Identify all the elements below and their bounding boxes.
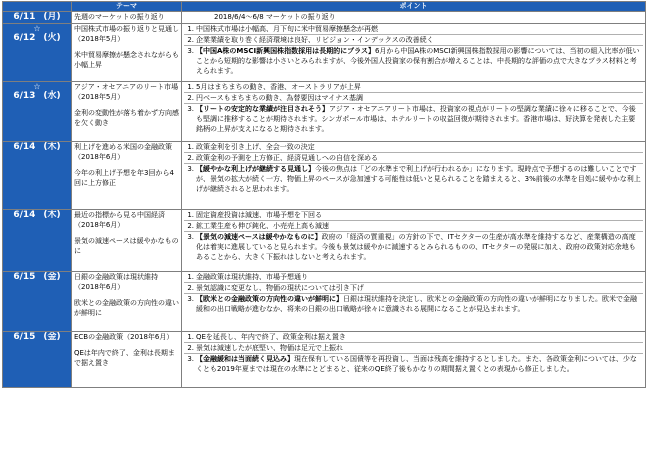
theme-subtitle: 景気の減速ペースは緩やかなものに bbox=[74, 237, 179, 255]
point-number: 3. bbox=[187, 355, 194, 363]
point-text: 中国株式市場は小幅高、月下旬に米中貿易摩擦懸念が再燃 bbox=[196, 25, 378, 33]
point-line bbox=[184, 343, 643, 354]
point-line bbox=[184, 232, 643, 262]
theme-cell bbox=[72, 272, 182, 332]
point-text: 固定資産投資は減速、市場予想を下回る bbox=[196, 211, 322, 219]
point-number: 1. bbox=[187, 25, 194, 33]
point-number: 1. bbox=[187, 143, 194, 151]
points-cell bbox=[182, 332, 646, 388]
star-icon: ☆ bbox=[33, 82, 41, 91]
header-theme: テーマ bbox=[72, 2, 182, 12]
point-text: 2018/6/4～6/8 マーケットの振り返り bbox=[214, 13, 336, 21]
schedule-body bbox=[3, 12, 646, 388]
point-text: 現在保有している国債等を再投資し、当面は残高を維持するとしました。また、各政策金利については、少なくとも2019年夏までは現在の水準にとどまると、従来のQE終了後もかなりの期間据え置くとの表現から修正しました。 bbox=[196, 355, 637, 373]
theme-subtitle: QEは年内で終了、金利は長期まで据え置き bbox=[74, 349, 175, 367]
date-cell bbox=[3, 272, 72, 332]
point-number: 2. bbox=[187, 94, 194, 102]
theme-cell bbox=[72, 12, 182, 24]
point-line bbox=[184, 164, 643, 194]
point-line bbox=[184, 24, 643, 35]
point-line bbox=[184, 104, 643, 134]
point-text: 日銀は現状維持を決定し、欧米との金融政策の方向性の違いが鮮明になりました。欧米で金融緩和の出口戦略が進むなか、将来の日銀の出口戦略が徐々に意識される展開になることが見込まれます。 bbox=[196, 295, 637, 313]
point-line bbox=[184, 82, 643, 93]
point-number: 2. bbox=[187, 36, 194, 44]
point-number: 1. bbox=[187, 83, 194, 91]
schedule-row bbox=[3, 24, 646, 82]
point-heading: 【リートの安定的な業績が注目されそう】 bbox=[196, 105, 329, 113]
theme-cell bbox=[72, 142, 182, 210]
point-text: 6月から中国A株のMSCI新興国株指数採用の影響については、当初の組入比率が低いことから短期的な影響は小さいとみられますが、今後外国人投資家の保有割合が増えることは、中長期的な評価の点で大きなプラス材料と考えられます。 bbox=[196, 47, 640, 75]
point-line bbox=[184, 221, 643, 232]
theme-title: 先週のマーケットの振り返り bbox=[74, 13, 165, 21]
point-number: 2. bbox=[187, 344, 194, 352]
date-label: 6/11 bbox=[13, 12, 36, 22]
point-text: 円ベースもまちまちの動き、為替要因はマイナス基調 bbox=[196, 94, 363, 102]
schedule-row bbox=[3, 142, 646, 210]
schedule-row bbox=[3, 272, 646, 332]
point-heading: 【欧米との金融政策の方向性の違いが鮮明に】 bbox=[196, 295, 343, 303]
point-heading: 【金融緩和は当面続く見込み】 bbox=[196, 355, 294, 363]
point-number: 3. bbox=[187, 105, 194, 113]
date-label: 6/12 bbox=[13, 33, 36, 43]
point-line bbox=[184, 35, 643, 46]
point-number: 1. bbox=[187, 333, 194, 341]
point-line bbox=[184, 294, 643, 314]
date-label: 6/15 bbox=[13, 272, 36, 282]
date-label: 6/14 bbox=[13, 210, 36, 220]
header-row bbox=[3, 2, 646, 12]
point-text: 景気は減速したが底堅い、物価は足元で上振れ bbox=[196, 344, 343, 352]
point-line bbox=[184, 93, 643, 104]
point-text: 景気認識に変更なし、物価の現状については引き下げ bbox=[196, 284, 364, 292]
date-label: 6/15 bbox=[13, 332, 36, 342]
weekday-label: (水) bbox=[43, 91, 61, 101]
weekday-label: (金) bbox=[43, 332, 61, 342]
point-text: QEを延長し、年内で終了、政策金利は据え置き bbox=[196, 333, 346, 341]
header-point: ポイント bbox=[182, 2, 646, 12]
point-heading: 【緩やかな利上げが継続する見通し】 bbox=[196, 165, 315, 173]
point-line bbox=[184, 210, 643, 221]
schedule-row bbox=[3, 210, 646, 272]
point-line bbox=[184, 354, 643, 374]
theme-subtitle: 米中貿易摩擦が懸念されながらも小幅上昇 bbox=[74, 51, 179, 69]
theme-title: 最近の指標から見る中国経済（2018年6月） bbox=[74, 211, 165, 229]
point-number: 2. bbox=[187, 284, 194, 292]
point-text: 今後の焦点は「どの水準まで利上げが行われるか」になります。現時点で予想するのは難しいことですが、景気の拡大が続く一方、物価上昇のペースが急加速する可能性は低いと見られることを踏まえると、3%前後の水準を目処に緩やかな利上げが継続されると思われます。 bbox=[196, 165, 641, 193]
point-line bbox=[184, 272, 643, 283]
point-text: 企業業績を取り巻く経済環境は良好、リビジョン・インデックスの改善続く bbox=[196, 36, 434, 44]
star-icon: ☆ bbox=[33, 24, 41, 33]
date-label: 6/13 bbox=[13, 91, 36, 101]
point-heading: 【景気の減速ペースは緩やかなものに】 bbox=[196, 233, 322, 241]
points-cell bbox=[182, 142, 646, 210]
weekday-label: (木) bbox=[43, 142, 61, 152]
weekday-label: (木) bbox=[43, 210, 61, 220]
point-text: 政策金利を引き上げ、全会一致の決定 bbox=[196, 143, 315, 151]
point-line bbox=[184, 332, 643, 343]
point-number: 1. bbox=[187, 211, 194, 219]
points-cell bbox=[182, 82, 646, 142]
header-blank bbox=[3, 2, 72, 12]
date-cell bbox=[3, 210, 72, 272]
point-line bbox=[184, 153, 643, 164]
theme-title: アジア・オセアニアのリート市場（2018年5月） bbox=[74, 83, 179, 101]
point-line bbox=[184, 142, 643, 153]
schedule-table bbox=[2, 1, 646, 388]
point-text: 政府の「経済の質重視」の方針の下で、ITセクターの生産が高水準を維持するなど、産業構造の高度化は着実に進展していると見られます。今後も景気は緩やかに減速するとみられるものの、ITセクターの発展に加え、政府の政策対応余地もあることから、大きく下振れはしないと考えられます。 bbox=[196, 233, 636, 261]
theme-subtitle: 欧米との金融政策の方向性の違いが鮮明に bbox=[74, 299, 179, 317]
weekday-label: (金) bbox=[43, 272, 61, 282]
weekday-label: (火) bbox=[43, 33, 61, 43]
point-number: 1. bbox=[187, 273, 194, 281]
point-text: 政策金利の予測を上方修正、経済見通しへの自信を深める bbox=[196, 154, 378, 162]
point-number: 2. bbox=[187, 222, 194, 230]
weekday-label: (月) bbox=[43, 12, 61, 22]
point-line bbox=[184, 12, 643, 22]
theme-subtitle: 金利の変動性が落ち着かず方向感を欠く動き bbox=[74, 109, 179, 127]
point-line bbox=[184, 283, 643, 294]
points-cell bbox=[182, 12, 646, 24]
theme-title: 日銀の金融政策は現状維持（2018年6月） bbox=[74, 273, 158, 291]
point-number: 3. bbox=[187, 47, 194, 55]
theme-title: 中国株式市場の振り返りと見通し（2018年5月） bbox=[74, 25, 179, 43]
theme-title: ECBの金融政策（2018年6月） bbox=[74, 333, 174, 341]
point-number: 3. bbox=[187, 233, 194, 241]
schedule-row bbox=[3, 12, 646, 24]
point-heading: 【中国A株のMSCI新興国株指数採用は長期的にプラス】 bbox=[196, 47, 375, 55]
points-cell bbox=[182, 24, 646, 82]
point-number: 3. bbox=[187, 165, 194, 173]
point-line bbox=[184, 46, 643, 76]
date-cell bbox=[3, 24, 72, 82]
theme-title: 利上げを進める米国の金融政策（2018年6月） bbox=[74, 143, 172, 161]
theme-cell bbox=[72, 210, 182, 272]
point-number: 3. bbox=[187, 295, 194, 303]
schedule-row bbox=[3, 332, 646, 388]
date-cell bbox=[3, 12, 72, 24]
point-text: アジア・オセアニアリート市場は、投資家の視点がリートの堅調な業績に徐々に移ることで、今後も堅調に推移することが期待されます。シンガポール市場は、ホテルリートの収益回復が期待されます。香港市場は、好決算を発表した主要銘柄の上昇が支えになると期待されます。 bbox=[196, 105, 636, 133]
schedule-row bbox=[3, 82, 646, 142]
date-label: 6/14 bbox=[13, 142, 36, 152]
theme-cell bbox=[72, 24, 182, 82]
date-cell bbox=[3, 332, 72, 388]
point-text: 鉱工業生産も伸び鈍化、小売売上高も減速 bbox=[196, 222, 329, 230]
theme-subtitle: 今年の利上げ予想を年3回から4回に上方修正 bbox=[74, 169, 174, 187]
points-cell bbox=[182, 272, 646, 332]
date-cell bbox=[3, 142, 72, 210]
point-text: 5月はまちまちの動き、香港、オーストラリアが上昇 bbox=[196, 83, 361, 91]
date-cell bbox=[3, 82, 72, 142]
points-cell bbox=[182, 210, 646, 272]
theme-cell bbox=[72, 332, 182, 388]
theme-cell bbox=[72, 82, 182, 142]
point-text: 金融政策は現状維持、市場予想通り bbox=[196, 273, 308, 281]
point-number: 2. bbox=[187, 154, 194, 162]
